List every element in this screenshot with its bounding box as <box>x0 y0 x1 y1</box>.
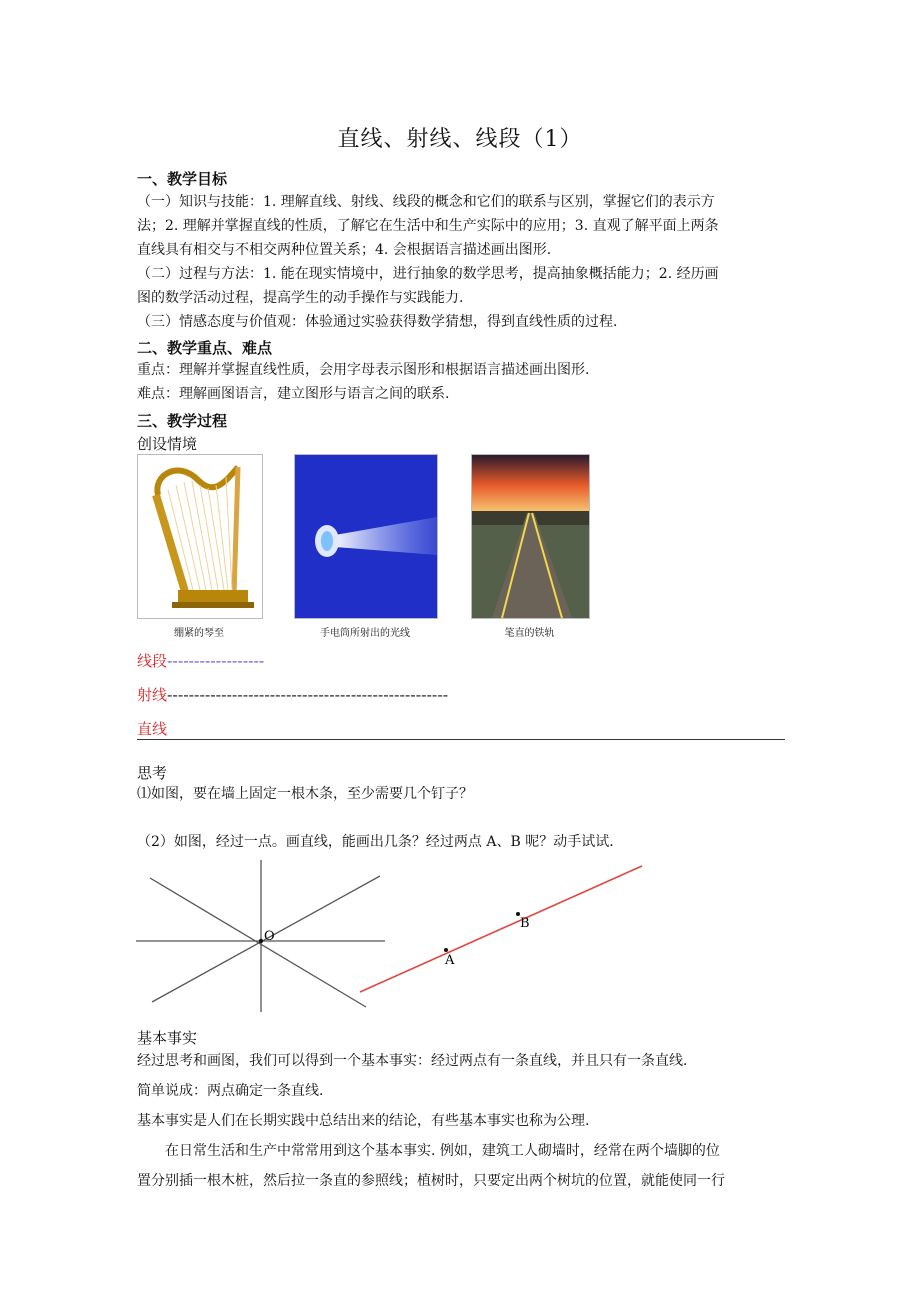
text-line: 重点：理解并掌握直线性质，会用字母表示图形和根据语言描述画出图形. <box>137 362 590 378</box>
text-line: （二）过程与方法：1. 能在现实情境中，进行抽象的数学思考，提高抽象概括能力；2. 经历画 <box>137 266 719 282</box>
lines-through-o <box>136 860 385 1012</box>
label-o: O <box>264 929 275 944</box>
text-line: 置分别插一根木桩，然后拉一条直的参照线；植树时，只要定出两个树坑的位置，就能使同一行 <box>137 1173 725 1189</box>
term-segment-row <box>137 650 264 671</box>
railway-caption: 笔直的铁轨 <box>504 628 555 639</box>
section-heading-objectives: 一、教学目标 <box>137 170 228 188</box>
scenario-heading: 创设情境 <box>137 435 198 453</box>
think-question-2: （2）如图，经过一点。画直线，能画出几条？经过两点 A、B 呢？动手试试. <box>137 834 614 850</box>
label-b: B <box>520 916 530 931</box>
text-line: 图的数学活动过程，提高学生的动手操作与实践能力. <box>137 290 464 306</box>
text-line: （三）情感态度与价值观：体验通过实验获得数学猜想，得到直线性质的过程. <box>137 314 618 330</box>
term-segment: 线段 <box>137 652 168 670</box>
harp-caption: 绷紧的琴至 <box>174 628 224 639</box>
term-line-row <box>137 718 167 739</box>
term-line: 直线 <box>137 720 168 738</box>
text-line: 经过思考和画图，我们可以得到一个基本事实：经过两点有一条直线，并且只有一条直线. <box>137 1053 688 1069</box>
page-title: 直线、射线、线段（1） <box>337 127 583 152</box>
ray-dashes: ---------------------------------------------------- <box>167 685 449 704</box>
text-line: 在日常生活和生产中常常用到这个基本事实. 例如，建筑工人砌墙时，经常在两个墙脚的位 <box>137 1143 720 1159</box>
text-line: 法；2. 理解并掌握直线的性质，了解它在生活中和生产实际中的应用；3. 直观了解平面上两条 <box>137 218 719 234</box>
lines-diagram <box>130 860 650 1020</box>
text-line: 直线具有相交与不相交两种位置关系；4. 会根据语言描述画出图形. <box>137 242 552 258</box>
text-line: 基本事实是人们在长期实践中总结出来的结论，有些基本事实也称为公理. <box>137 1113 590 1129</box>
term-ray: 射线 <box>137 686 168 704</box>
point-a <box>444 948 448 952</box>
text-line: 简单说成：两点确定一条直线. <box>137 1083 324 1099</box>
segment-dashes: ------------------ <box>167 651 265 670</box>
harp-image <box>137 454 263 619</box>
keypoints-text <box>137 358 787 406</box>
point-o <box>259 939 263 943</box>
basic-fact-heading: 基本事实 <box>137 1029 198 1047</box>
text-line: （一）知识与技能：1. 理解直线、射线、线段的概念和它们的联系与区别，掌握它们的表示方 <box>137 194 715 210</box>
section-heading-keypoints: 二、教学重点、难点 <box>137 339 273 357</box>
railway-track-image <box>471 454 590 619</box>
flashlight-beam-image <box>294 454 438 619</box>
basic-fact-text <box>137 1046 787 1196</box>
think-question-1: ⑴如图，要在墙上固定一根木条，至少需要几个钉子？ <box>137 786 473 802</box>
flashlight-caption: 手电筒所射出的光线 <box>320 628 410 639</box>
section-heading-process: 三、教学过程 <box>137 412 228 430</box>
line-ab <box>360 866 642 992</box>
term-ray-row <box>137 684 448 705</box>
objectives-text <box>137 190 787 334</box>
label-a: A <box>445 953 455 968</box>
divider <box>137 739 785 740</box>
text-line: 难点：理解画图语言，建立图形与语言之间的联系. <box>137 386 450 402</box>
think-heading: 思考 <box>137 764 168 782</box>
